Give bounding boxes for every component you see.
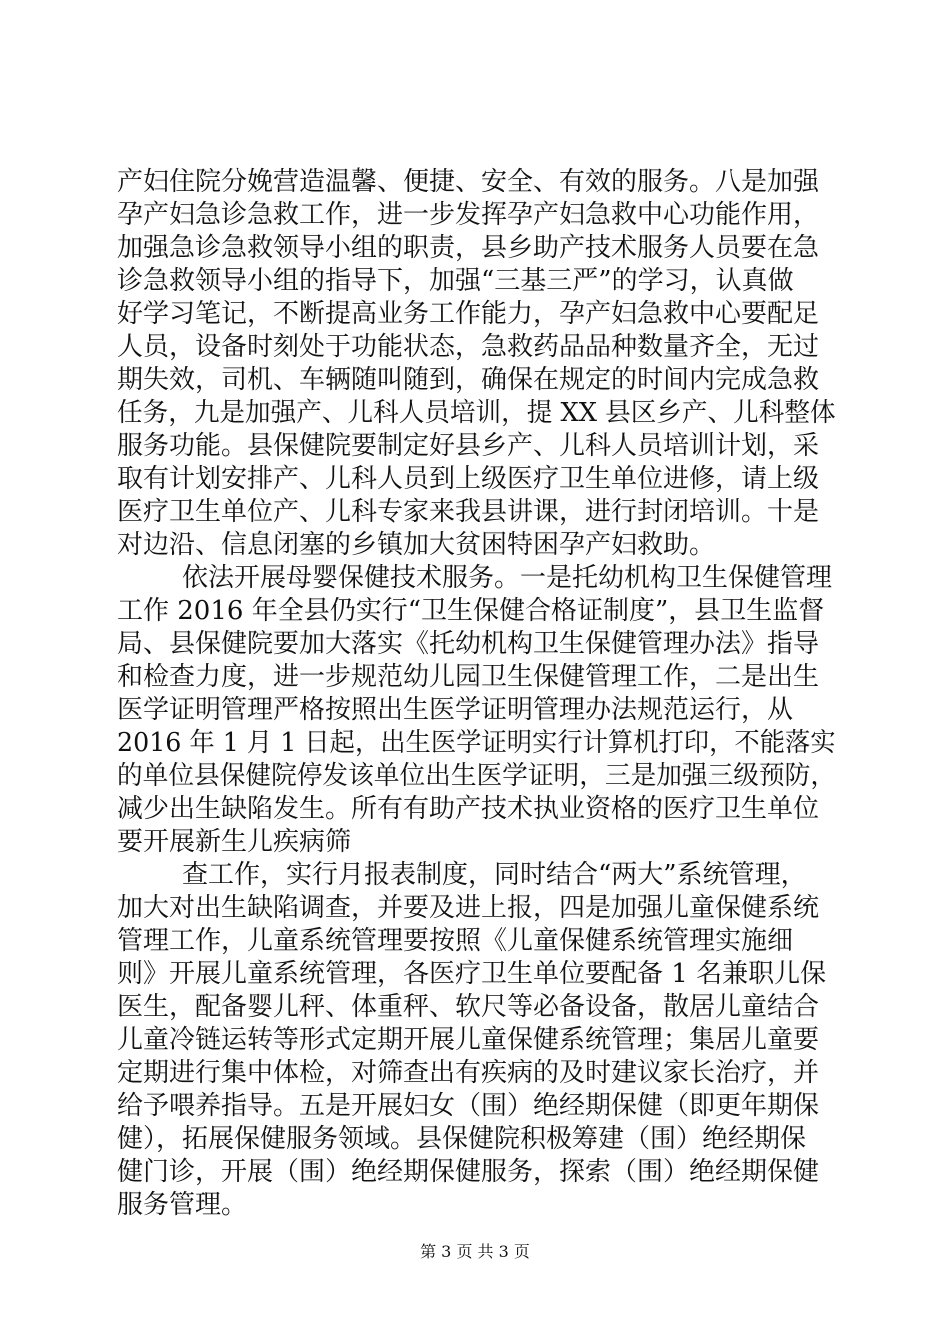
- text-line: 局、县保健院要加大落实《托幼机构卫生保健管理办法》指导: [117, 629, 820, 659]
- text-line: 医疗卫生单位产、儿科专家来我县讲课，进行封闭培训。十是: [117, 497, 820, 527]
- paragraph-first-line: 查工作，实行月报表制度，同时结合“两大”系统管理，: [182, 860, 807, 890]
- text-line: 工作 2016 年全县仍实行“卫生保健合格证制度”，县卫生监督: [117, 596, 825, 626]
- text-line: 加大对出生缺陷调查，并要及进上报，四是加强儿童保健系统: [117, 893, 820, 923]
- text-line: 管理工作，儿童系统管理要按照《儿童保健系统管理实施细: [117, 926, 794, 956]
- text-line: 人员，设备时刻处于功能状态，急救药品品种数量齐全，无过: [117, 332, 820, 362]
- text-line: 则》开展儿童系统管理，各医疗卫生单位要配备 1 名兼职儿保: [117, 959, 827, 989]
- page-footer: 第 3 页 共 3 页: [420, 1242, 530, 1261]
- text-line: 儿童冷链运转等形式定期开展儿童保健系统管理；集居儿童要: [117, 1025, 820, 1055]
- text-line: 产妇住院分娩营造温馨、便捷、安全、有效的服务。八是加强: [117, 167, 820, 197]
- text-line: 服务管理。: [117, 1190, 248, 1220]
- text-line: 减少出生缺陷发生。所有有助产技术执业资格的医疗卫生单位: [117, 794, 820, 824]
- text-line: 加强急诊急救领导小组的职责，县乡助产技术服务人员要在急: [117, 233, 820, 263]
- text-line: 定期进行集中体检，对筛查出有疾病的及时建议家长治疗，并: [117, 1058, 820, 1088]
- text-line: 医学证明管理严格按照出生医学证明管理办法规范运行，从: [117, 695, 794, 725]
- text-line: 服务功能。县保健院要制定好县乡产、儿科人员培训计划，采: [117, 431, 820, 461]
- text-line: 的单位县保健院停发该单位出生医学证明，三是加强三级预防，: [117, 761, 837, 791]
- text-line: 要开展新生儿疾病筛: [117, 827, 352, 857]
- text-line: 医生，配备婴儿秤、体重秤、软尺等必备设备，散居儿童结合: [117, 992, 820, 1022]
- text-line: 健），拓展保健服务领域。县保健院积极筹建（围）绝经期保: [117, 1124, 807, 1154]
- text-line: 诊急救领导小组的指导下，加强“三基三严”的学习，认真做: [117, 266, 794, 296]
- text-line: 2016 年 1 月 1 日起，出生医学证明实行计算机打印，不能落实: [117, 728, 836, 758]
- text-line: 健门诊，开展（围）绝经期保健服务，探索（围）绝经期保健: [117, 1157, 820, 1187]
- text-line: 期失效，司机、车辆随叫随到，确保在规定的时间内完成急救: [117, 365, 820, 395]
- text-line: 孕产妇急诊急救工作，进一步发挥孕产妇急救中心功能作用，: [117, 200, 820, 230]
- text-line: 取有计划安排产、儿科人员到上级医疗卫生单位进修，请上级: [117, 464, 820, 494]
- paragraph-first-line: 依法开展母婴保健技术服务。一是托幼机构卫生保健管理: [182, 563, 833, 593]
- text-line: 任务，九是加强产、儿科人员培训，提 XX 县区乡产、儿科整体: [117, 398, 836, 428]
- text-line: 好学习笔记，不断提高业务工作能力，孕产妇急救中心要配足: [117, 299, 820, 329]
- text-line: 对边沿、信息闭塞的乡镇加大贫困特困孕产妇救助。: [117, 530, 716, 560]
- text-line: 和检查力度，进一步规范幼儿园卫生保健管理工作，二是出生: [117, 662, 820, 692]
- text-line: 给予喂养指导。五是开展妇女（围）绝经期保健（即更年期保: [117, 1091, 820, 1121]
